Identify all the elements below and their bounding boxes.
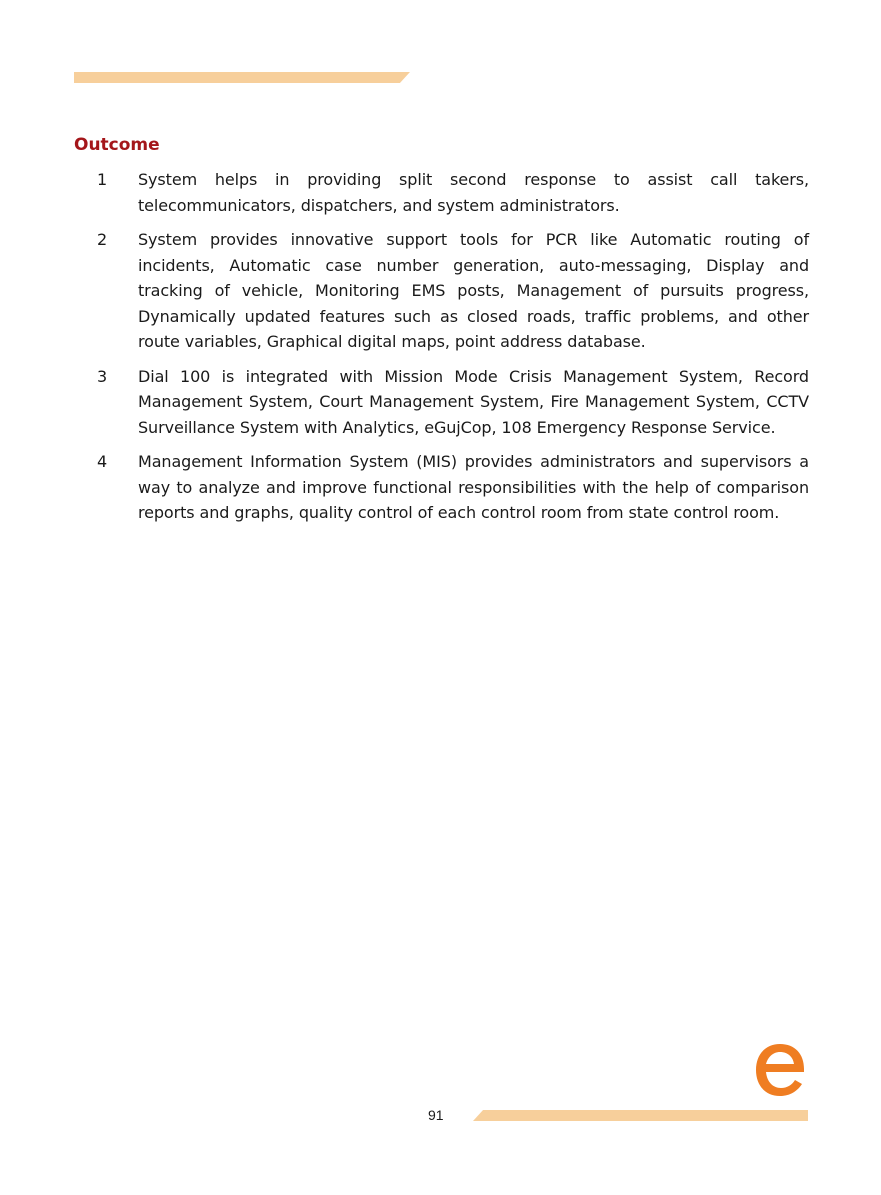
item-text: System helps in providing split second response to assist call takers, telecommunicators, dispatchers, and system administrators. [138,170,809,215]
item-number: 2 [97,230,108,249]
bottom-decorative-bar [473,1110,808,1121]
page-number: 91 [428,1107,444,1123]
item-number: 3 [97,366,108,386]
e-logo-icon [750,1032,810,1100]
item-text: Dial 100 is integrated with Mission Mode Crisis Management System, Record Management System, Court Management System, Fire Management System, CCTV Surveillance System with Analytics, eGujCop, 108 Emergency Response Service. [138,366,809,437]
item-number: 4 [97,452,108,471]
item-text: Management Information System (MIS) provides administrators and supervisors a way to analyze and improve functional responsibilities with the help of comparison reports and graphs, quality control of each control room from state control room. [138,452,809,522]
top-decorative-bar [74,72,410,83]
item-number: 1 [97,170,108,189]
list-item [94,227,809,355]
list-item [94,364,809,441]
list-item [94,449,809,526]
section-heading: Outcome [74,135,160,155]
outcome-list [94,167,809,535]
e-logo-shape [756,1044,804,1096]
list-item [94,167,809,218]
item-text: System provides innovative support tools for PCR like Automatic routing of incidents, Automatic case number generation, auto-messaging, Display and tracking of vehicle, Monitoring EMS posts, Management of pursuits progress, Dynamically updated features such as closed roads, traffic problems, and other route variables, Graphical digital maps, point address database. [138,230,809,351]
